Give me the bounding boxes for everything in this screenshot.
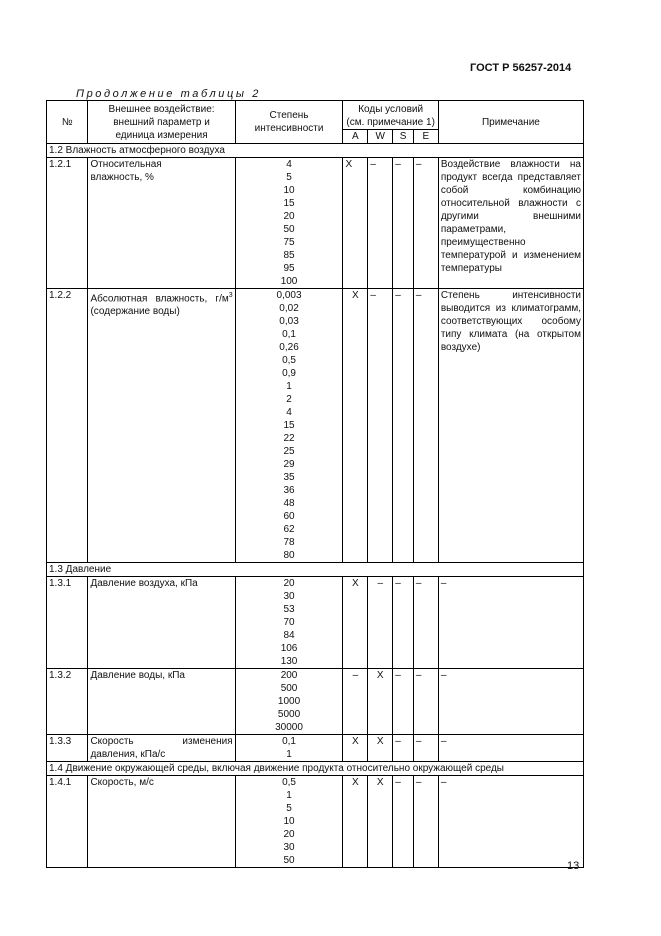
value: 5000: [277, 709, 301, 720]
table-continuation-caption: Продолжение таблицы 2: [76, 88, 261, 100]
row-values: [235, 158, 343, 289]
row-param: [88, 776, 235, 868]
value: 100: [280, 276, 298, 287]
value: 10: [283, 816, 295, 827]
header-code-s: S: [393, 130, 414, 144]
row-note: Степень интенсивности выводится из климатограмм, соответствующих особому типу климата (на открытом воздухе): [438, 289, 583, 563]
code-w: X: [368, 776, 393, 868]
header-codes-line: Коды условий: [358, 104, 424, 115]
code-e: –: [413, 158, 438, 289]
code-a: X: [343, 735, 368, 762]
row-values: [235, 577, 343, 669]
page-number: 13: [567, 860, 580, 872]
row-param-line: Относительная: [90, 159, 162, 170]
row-values: [235, 669, 343, 735]
code-a: X: [343, 577, 368, 669]
value: 50: [283, 224, 295, 235]
row-param-superscript: 3: [228, 292, 233, 299]
value: 0,5: [282, 355, 296, 366]
header-degree-line: интенсивности: [254, 123, 324, 134]
value: 1: [286, 381, 292, 392]
value: 53: [283, 604, 295, 615]
row-num: 1.3.3: [47, 735, 88, 762]
value: 500: [280, 683, 298, 694]
section-title: 1.2 Влажность атмосферного воздуха: [47, 144, 584, 158]
value: 85: [283, 250, 295, 261]
value: 35: [283, 472, 295, 483]
code-w: –: [368, 577, 393, 669]
value: 36: [283, 485, 295, 496]
table-row: [47, 158, 584, 289]
value: 2: [286, 394, 292, 405]
value: 1: [286, 790, 292, 801]
value: 5: [286, 803, 292, 814]
value: 5: [286, 172, 292, 183]
header-codes-line: (см. примечание 1): [346, 117, 435, 128]
header-impact-line: внешний параметр и: [113, 116, 210, 128]
value: 15: [283, 198, 295, 209]
value: 0,9: [282, 368, 296, 379]
header-degree: [235, 101, 343, 144]
code-e: –: [413, 577, 438, 669]
row-num: 1.2.1: [47, 158, 88, 289]
code-a: X: [343, 158, 368, 289]
value: 0,1: [282, 329, 296, 340]
value: 0,03: [279, 316, 299, 327]
row-param-line: влажность, %: [90, 172, 154, 183]
code-w: –: [368, 158, 393, 289]
code-e: –: [413, 776, 438, 868]
header-impact: [88, 101, 235, 144]
value: 95: [283, 263, 295, 274]
row-param: [88, 669, 235, 735]
section-row: [47, 563, 584, 577]
header-note: Примечание: [438, 101, 583, 144]
value: 75: [283, 237, 295, 248]
value: 106: [280, 643, 298, 654]
code-s: –: [393, 577, 414, 669]
value: 70: [283, 617, 295, 628]
row-param: [88, 577, 235, 669]
value: 80: [283, 550, 295, 561]
table-row: [47, 735, 584, 762]
row-values: [235, 289, 343, 563]
code-s: –: [393, 158, 414, 289]
value: 130: [280, 656, 298, 667]
header-impact-line: Внешнее воздействие:: [108, 103, 215, 115]
code-s: –: [393, 289, 414, 563]
value: 25: [283, 446, 295, 457]
code-w: X: [368, 669, 393, 735]
value: 1: [286, 749, 292, 760]
row-param: [88, 289, 235, 563]
value: 48: [283, 498, 295, 509]
row-param: [88, 158, 235, 289]
value: 4: [286, 407, 292, 418]
value: 30: [283, 842, 295, 853]
header-degree-line: Степень: [269, 110, 309, 121]
code-w: –: [368, 289, 393, 563]
value: 20: [283, 578, 295, 589]
value: 0,26: [279, 342, 299, 353]
table-row: [47, 669, 584, 735]
row-param-line: Скорость изменения: [90, 736, 233, 747]
value: 60: [283, 511, 295, 522]
value: 20: [283, 211, 295, 222]
row-param-line: Давление воды, кПа: [90, 670, 185, 681]
standard-code: ГОСТ Р 56257-2014: [470, 62, 572, 74]
row-note: –: [438, 735, 583, 762]
header-code-w: W: [368, 130, 393, 144]
row-num: 1.2.2: [47, 289, 88, 563]
value: 1000: [277, 696, 301, 707]
code-e: –: [413, 669, 438, 735]
conditions-table: [46, 100, 584, 868]
section-title: 1.4 Движение окружающей среды, включая движение продукта относительно окружающей среды: [47, 762, 584, 776]
header-row: [47, 101, 584, 130]
value: 50: [283, 855, 295, 866]
value: 200: [280, 670, 298, 681]
section-row: [47, 762, 584, 776]
section-title: 1.3 Давление: [47, 563, 584, 577]
row-note: –: [438, 669, 583, 735]
row-param-line: Скорость, м/с: [90, 777, 154, 788]
section-row: [47, 144, 584, 158]
row-param-text: (содержание воды): [90, 306, 180, 318]
code-s: –: [393, 669, 414, 735]
value: 30: [283, 591, 295, 602]
value: 0,1: [282, 736, 296, 747]
value: 0,5: [282, 777, 296, 788]
value: 20: [283, 829, 295, 840]
code-w: X: [368, 735, 393, 762]
code-a: X: [343, 289, 368, 563]
code-e: –: [413, 735, 438, 762]
table-row: [47, 289, 584, 563]
value: 84: [283, 630, 295, 641]
row-param-text: Абсолютная влажность, г/м: [90, 293, 229, 305]
value: 62: [283, 524, 295, 535]
row-note: –: [438, 776, 583, 868]
row-values: [235, 735, 343, 762]
header-codes: [343, 101, 438, 130]
row-num: 1.3.1: [47, 577, 88, 669]
table-row: [47, 776, 584, 868]
code-s: –: [393, 735, 414, 762]
value: 4: [286, 159, 292, 170]
row-param-line: Давление воздуха, кПа: [90, 578, 198, 589]
value: 29: [283, 459, 295, 470]
value: 22: [283, 433, 295, 444]
value: 10: [283, 185, 295, 196]
value: 15: [283, 420, 295, 431]
header-code-e: E: [413, 130, 438, 144]
value: 0,003: [276, 290, 302, 301]
row-num: 1.3.2: [47, 669, 88, 735]
header-impact-line: единица измерения: [115, 129, 208, 141]
row-values: [235, 776, 343, 868]
code-e: –: [413, 289, 438, 563]
row-num: 1.4.1: [47, 776, 88, 868]
code-a: X: [343, 776, 368, 868]
header-num: №: [47, 101, 88, 144]
row-note: Воздействие влажности на продукт всегда представляет собой комбинацию относительной влажности с другими внешними параметрами, преимущественно температурой и изменением температуры: [438, 158, 583, 289]
row-param: [88, 735, 235, 762]
value: 78: [283, 537, 295, 548]
code-s: –: [393, 776, 414, 868]
row-param-line: давления, кПа/с: [90, 749, 166, 760]
value: 30000: [275, 722, 303, 733]
row-note: –: [438, 577, 583, 669]
table-row: [47, 577, 584, 669]
header-code-a: A: [343, 130, 368, 144]
value: 0,02: [279, 303, 299, 314]
code-a: –: [343, 669, 368, 735]
